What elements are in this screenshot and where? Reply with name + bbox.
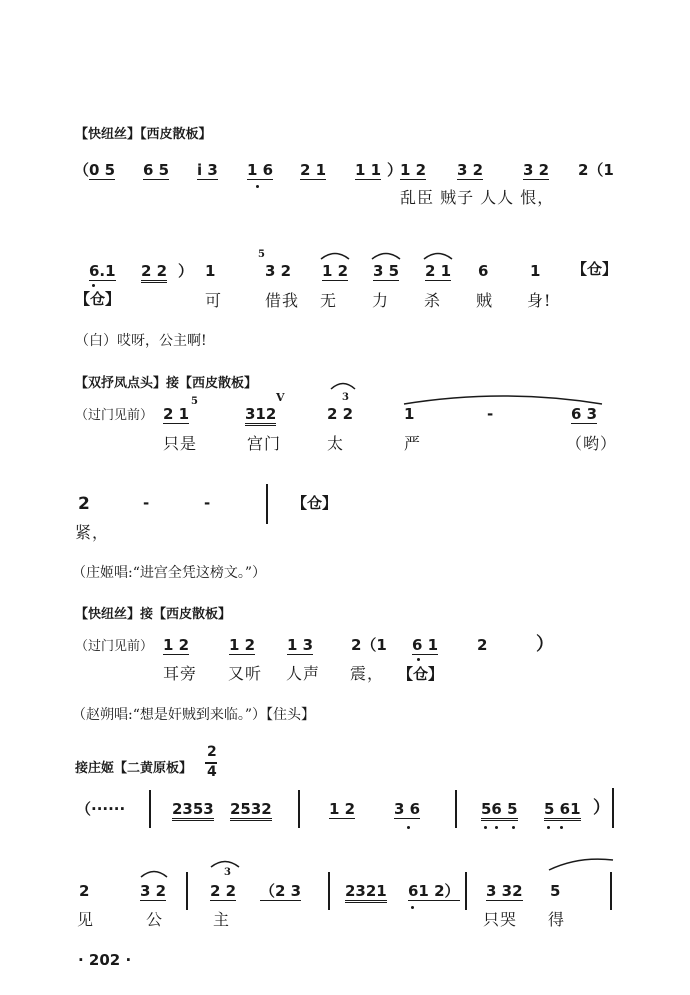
- tie: [548, 858, 614, 872]
- bar-line: [612, 788, 614, 828]
- section-label: 【快纽丝】【西皮散板】: [75, 127, 212, 142]
- note-group: 2 2: [327, 405, 354, 423]
- lyric: （哟）: [566, 434, 618, 453]
- tie: [403, 392, 603, 406]
- low-octave-dot: [256, 185, 259, 188]
- grace-note: 5: [191, 396, 198, 407]
- note-group: 2 1: [300, 161, 327, 179]
- lyrics-line: 乱臣 贼子 人人 恨，: [400, 188, 555, 207]
- low-octave-dot: [560, 826, 563, 829]
- grace-note: 5: [258, 249, 265, 260]
- slur: [140, 868, 168, 878]
- note-group: 3 2: [457, 161, 484, 179]
- note-group: 1 2: [329, 800, 356, 818]
- lyric: 得: [548, 910, 566, 929]
- lyric: 太: [327, 434, 345, 453]
- note: 2: [78, 494, 90, 514]
- note-group: 3 5: [373, 262, 400, 280]
- note-group: 2（1: [351, 636, 387, 654]
- note-group: 1 3: [287, 636, 314, 654]
- grace-note: 3: [342, 392, 349, 403]
- lyric: 严: [404, 434, 422, 453]
- note-group: 6 5: [143, 161, 170, 179]
- note: 1: [205, 262, 216, 280]
- bar-line: [455, 790, 457, 828]
- note-group: 2 2: [141, 264, 167, 283]
- bar-line: [465, 872, 467, 910]
- spoken-line: （赵朔唱:“想是奸贼到来临。”）【住头】: [72, 707, 316, 723]
- low-octave-dot: [547, 826, 550, 829]
- lyric: 紧，: [75, 523, 110, 542]
- lyric: 杀: [424, 291, 442, 310]
- note: 1: [404, 405, 415, 423]
- low-octave-dot: [407, 826, 410, 829]
- lyric: 人声: [286, 664, 321, 683]
- lyric: 力: [372, 291, 390, 310]
- bar-line: [186, 872, 188, 910]
- bar-line: [266, 484, 268, 524]
- section-label: 【快纽丝】接【西皮散板】: [75, 607, 232, 622]
- note-group: 6 3: [571, 405, 598, 423]
- note-group: 1 1: [355, 161, 382, 179]
- note-group: 1 6: [247, 161, 274, 179]
- intro-note: （过门见前）: [75, 639, 154, 654]
- lyric: 可: [205, 291, 223, 310]
- lyric: 主: [213, 910, 231, 929]
- note-group: 2（1: [578, 161, 614, 179]
- paren-close: ）: [536, 634, 554, 655]
- slur: [423, 250, 453, 260]
- note-group: 1 2: [163, 636, 190, 654]
- grace-note: 3: [224, 867, 231, 878]
- note-group: 3 32: [486, 882, 523, 900]
- note: 6: [478, 262, 489, 280]
- note-group: 5 61: [544, 802, 581, 821]
- note-group: 2532: [230, 802, 272, 821]
- paren-close: ）: [178, 262, 194, 280]
- note-group: 3 2: [140, 882, 167, 900]
- lyric: 贼: [476, 291, 494, 310]
- note-group: 56 5: [481, 802, 518, 821]
- percussion-cue: 【仓】: [75, 290, 121, 308]
- note-group: 6.1: [89, 262, 116, 280]
- note-group: （2 3: [260, 882, 302, 900]
- low-octave-dot: [92, 284, 95, 287]
- low-octave-dot: [484, 826, 487, 829]
- note-group: 1 2: [400, 161, 427, 179]
- breath-mark: V: [276, 391, 285, 404]
- page-number: · 202 ·: [78, 951, 132, 969]
- dash: -: [143, 494, 150, 512]
- percussion-cue: 【仓】: [292, 494, 338, 512]
- section-label: 【双抒凤点头】接【西皮散板】: [75, 376, 258, 391]
- bar-line: [328, 872, 330, 910]
- note-group: 3 2: [523, 161, 550, 179]
- lyric: 耳旁: [163, 664, 198, 683]
- low-octave-dot: [411, 906, 414, 909]
- paren-close: ）: [387, 161, 403, 179]
- lyric: 只是: [163, 434, 198, 453]
- note-group: 1 2: [229, 636, 256, 654]
- percussion-cue: 【仓】: [398, 665, 444, 683]
- low-octave-dot: [495, 826, 498, 829]
- slur: [320, 250, 350, 260]
- slur: [371, 250, 401, 260]
- intro-ellipsis: （······: [76, 800, 126, 818]
- low-octave-dot: [417, 658, 420, 661]
- slur: [210, 858, 240, 868]
- lyric: 又听: [228, 664, 263, 683]
- spoken-line: （庄姬唱:“进宫全凭这榜文。”）: [72, 565, 267, 581]
- lyric: 只哭: [483, 910, 518, 929]
- note-group: i 3: [197, 161, 218, 179]
- note-group: 2 1: [425, 262, 452, 280]
- note-group: 3 2: [265, 262, 292, 280]
- note-group: 2353: [172, 802, 214, 821]
- bar-line: [149, 790, 151, 828]
- note: 2: [477, 636, 488, 654]
- bar-line: [610, 872, 612, 910]
- lyric: 宫门: [247, 434, 282, 453]
- time-signature-top: 2: [207, 744, 217, 760]
- lyric: 公: [146, 910, 164, 929]
- note-group: 6 1: [412, 636, 439, 654]
- spoken-line: （白）哎呀，公主啊!: [75, 333, 207, 349]
- time-signature-bottom: 4: [207, 764, 217, 780]
- dash: -: [204, 494, 211, 512]
- note-group: 2321: [345, 884, 387, 903]
- intro-note: （过门见前）: [75, 408, 154, 423]
- dash: -: [487, 405, 494, 423]
- note-group: 1 2: [322, 262, 349, 280]
- note-group: 0 5: [89, 161, 116, 179]
- section-label: 接庄姬【二黄原板】: [75, 761, 193, 776]
- percussion-cue: 【仓】: [572, 260, 618, 278]
- low-octave-dot: [512, 826, 515, 829]
- note-group: 61 2）: [408, 882, 460, 900]
- note-group: 3 6: [394, 800, 421, 818]
- note-group: 312: [245, 407, 276, 426]
- lyric: 身!: [527, 291, 552, 310]
- note-group: 2 2: [210, 882, 237, 900]
- note: 2: [79, 882, 90, 900]
- paren-open: （: [74, 161, 90, 179]
- note: 5: [550, 882, 561, 900]
- lyric: 震，: [350, 664, 385, 683]
- slur: [330, 380, 356, 390]
- paren-close: ）: [593, 798, 610, 818]
- lyric: 无: [320, 291, 338, 310]
- lyric: 见: [77, 910, 95, 929]
- note-group: 2 1: [163, 405, 190, 423]
- lyric: 借我: [265, 291, 300, 310]
- bar-line: [298, 790, 300, 828]
- note: 1: [530, 262, 541, 280]
